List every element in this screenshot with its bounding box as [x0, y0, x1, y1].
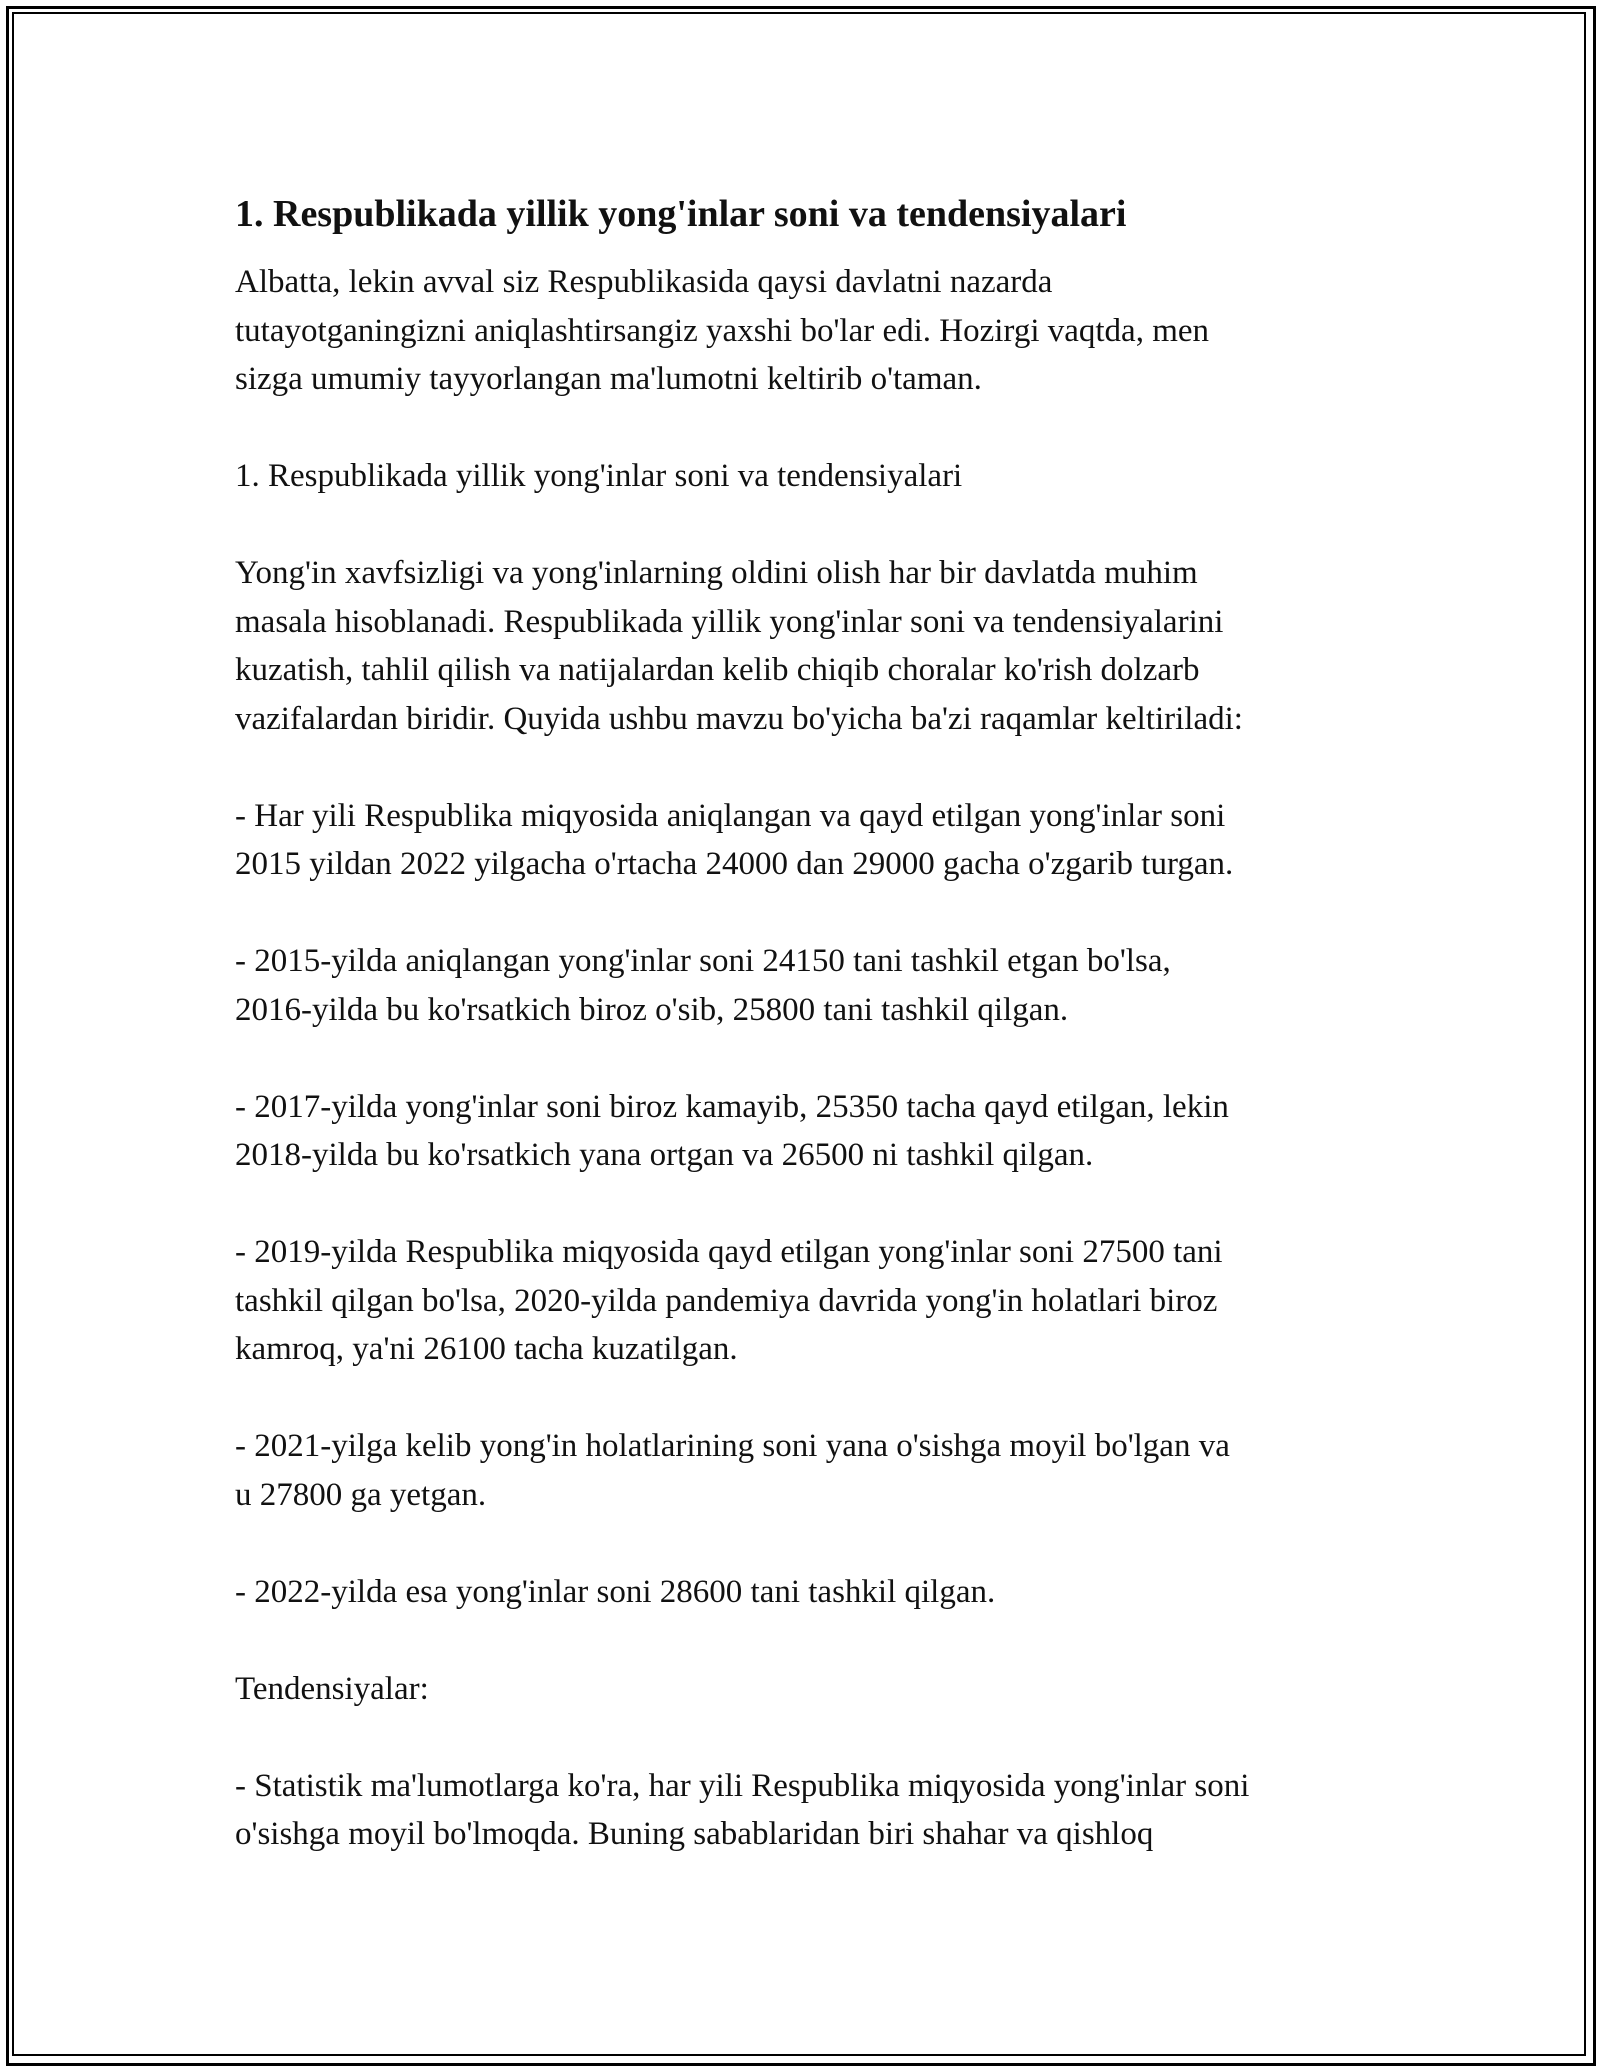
- paragraph: [235, 1422, 1385, 1519]
- text-line: vazifalardan biridir. Quyida ushbu mavzu bo'yicha ba'zi raqamlar keltiriladi:: [235, 700, 1243, 737]
- text-line: Tendensiyalar:: [235, 1670, 429, 1707]
- text-line: Albatta, lekin avval siz Respublikasida qaysi davlatni nazarda: [235, 264, 1053, 300]
- text-line: - 2019-yilda Respublika miqyosida qayd etilgan yong'inlar soni 27500 tani: [235, 1234, 1223, 1270]
- text-line: masala hisoblanadi. Respublikada yillik yong'inlar soni va tendensiyalarini: [235, 603, 1224, 640]
- text-line: o'sishga moyil bo'lmoqda. Buning sabablaridan biri shahar va qishloq: [235, 1816, 1154, 1852]
- text-line: - 2022-yilda esa yong'inlar soni 28600 tani tashkil qilgan.: [235, 1573, 996, 1610]
- text-line: tutayotganingizni aniqlashtirsangiz yaxshi bo'lar edi. Hozirgi vaqtda, men: [235, 312, 1210, 349]
- text-line: 1. Respublikada yillik yong'inlar soni va tendensiyalari: [235, 458, 963, 494]
- paragraph: [235, 937, 1385, 1034]
- paragraph: [235, 452, 1385, 501]
- text-line: - 2017-yilda yong'inlar soni biroz kamayib, 25350 tacha qayd etilgan, lekin: [235, 1088, 1229, 1125]
- document-body: [235, 190, 1385, 1907]
- paragraph: [235, 549, 1385, 743]
- text-line: - 2021-yilga kelib yong'in holatlarining soni yana o'sishga moyil bo'lgan va: [235, 1428, 1230, 1464]
- text-line: kuzatish, tahlil qilish va natijalardan kelib chiqib choralar ko'rish dolzarb: [235, 652, 1200, 688]
- text-line: 2016-yilda bu ko'rsatkich biroz o'sib, 25800 tani tashkil qilgan.: [235, 991, 1069, 1028]
- paragraph: [235, 1083, 1385, 1180]
- text-line: sizga umumiy tayyorlangan ma'lumotni keltirib o'taman.: [235, 361, 982, 397]
- text-line: 2015 yildan 2022 yilgacha o'rtacha 24000 dan 29000 gacha o'zgarib turgan.: [235, 846, 1234, 882]
- text-line: tashkil qilgan bo'lsa, 2020-yilda pandemiya davrida yong'in holatlari biroz: [235, 1282, 1218, 1319]
- paragraph: [235, 1568, 1385, 1617]
- paragraph: [235, 1228, 1385, 1374]
- text-line: 2018-yilda bu ko'rsatkich yana ortgan va 26500 ni tashkil qilgan.: [235, 1137, 1094, 1173]
- paragraph: [235, 258, 1385, 404]
- text-line: - 2015-yilda aniqlangan yong'inlar soni 24150 tani tashkil etgan bo'lsa,: [235, 943, 1171, 979]
- text-line: Yong'in xavfsizligi va yong'inlarning oldini olish har bir davlatda muhim: [235, 555, 1198, 591]
- paragraph: [235, 1762, 1385, 1859]
- document-title: 1. Respublikada yillik yong'inlar soni va tendensiyalari: [235, 193, 1127, 235]
- text-line: - Statistik ma'lumotlarga ko'ra, har yili Respublika miqyosida yong'inlar soni: [235, 1767, 1250, 1804]
- text-line: - Har yili Respublika miqyosida aniqlangan va qayd etilgan yong'inlar soni: [235, 797, 1226, 834]
- text-line: kamroq, ya'ni 26100 tacha kuzatilgan.: [235, 1331, 738, 1367]
- paragraph: [235, 1665, 1385, 1714]
- paragraph: [235, 792, 1385, 889]
- paragraph-list: [235, 258, 1385, 1859]
- text-line: u 27800 ga yetgan.: [235, 1476, 487, 1513]
